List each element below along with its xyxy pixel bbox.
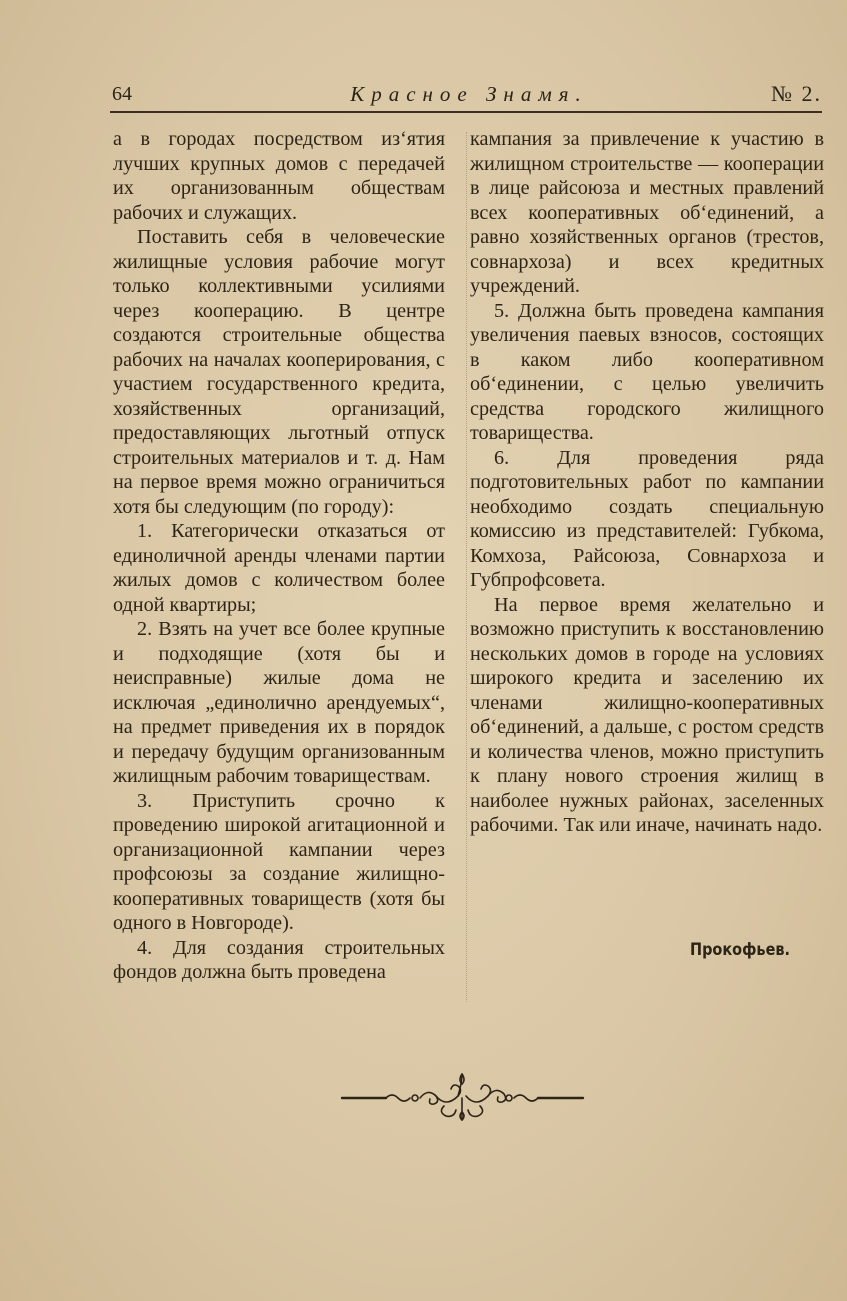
paragraph: 6. Для проведения ряда подготовительных работ по кампании необходимо создать специальную комиссию из представителей: Губкома, Комхоза, Райсоюза, Совнархоза и Губпрофсовета.: [470, 446, 824, 591]
author-signature: Прокофьев.: [690, 940, 791, 960]
paragraph: На первое время желательно и возможно приступить к восстановлению нескольких домов в городе на условиях широкого кредита и заселению их членами жилищно-кооперативных об‘единений, а дальше, с ростом средств и количества членов, можно приступить к плану нового строения жилищ в наиболее нужных районах, заселенных рабочими. Так или иначе, начинать надо.: [470, 593, 824, 836]
paragraph: Поставить себя в человеческие жилищные условия рабочие могут только коллективными усилиями через кооперацию. В центре создаются строительные общества рабочих на началах кооперирования, с участием государственного кредита, хозяйственных организаций, предоставляющих льготный отпуск строительных материалов и т. д. Нам на первое время можно ограничиться хотя бы следующим (по городу):: [113, 226, 445, 518]
column-divider: [466, 132, 467, 1002]
header-rule: [110, 111, 822, 113]
left-column: [113, 127, 445, 985]
paragraph: кампания за привлечение к участию в жилищном строительстве — кооперации в лице райсоюза и местных правлений всех кооперативных об‘единений, а равно хозяйственных органов (трестов, совнархоза) и всех кредитных учреждений.: [470, 128, 824, 297]
paragraph: 1. Категорически отказаться от единоличной аренды членами партии жилых домов с количеством более одной квартиры;: [113, 520, 445, 616]
paragraph: 3. Приступить срочно к проведению широкой агитационной и организационной кампании через профсоюзы за создание жилищно-кооперативных товариществ (хотя бы одного в Новгороде).: [113, 789, 445, 934]
page-number: 64: [112, 82, 132, 105]
scroll-ornament-icon: [340, 1068, 585, 1128]
paragraph: 2. Взять на учет все более крупные и подходящие (хотя бы и неисправные) жилые дома не исключая „единолично арендуемых“, на предмет приведения их в порядок и передачу будущим организованным жилищным рабочим товариществам.: [113, 618, 445, 787]
right-column: [470, 127, 824, 838]
page-header: [112, 78, 822, 110]
paragraph: а в городах посредством из‘ятия лучших крупных домов с передачей их организованным обществам рабочих и служащих.: [113, 128, 445, 224]
paragraph: 5. Должна быть проведена кампания увеличения паевых взносов, состоящих в каком либо кооперативном об‘единении, с целью увеличить средства городского жилищного товарищества.: [470, 299, 824, 444]
journal-title: Красное Знамя.: [350, 81, 588, 106]
issue-number: № 2.: [770, 81, 822, 106]
paragraph: 4. Для создания строительных фондов должна быть проведена: [113, 936, 445, 983]
